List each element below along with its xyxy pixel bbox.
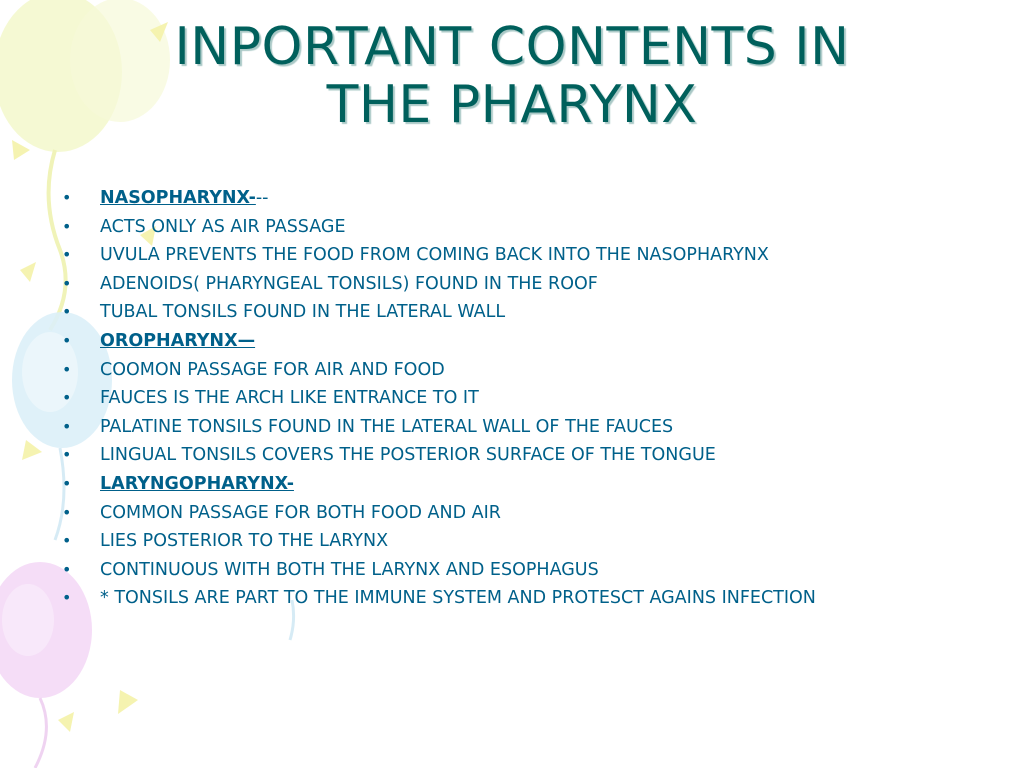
bullet-item xyxy=(58,327,998,356)
bullet-dot-icon: • xyxy=(62,416,72,436)
bullet-dot-icon: • xyxy=(62,502,72,522)
bullet-item xyxy=(58,356,998,385)
bullet-item xyxy=(58,556,998,585)
bullet-text: LINGUAL TONSILS COVERS THE POSTERIOR SURFACE OF THE TONGUE xyxy=(100,445,716,466)
bullet-text: COMMON PASSAGE FOR BOTH FOOD AND AIR xyxy=(100,502,501,523)
bullet-text: ACTS ONLY AS AIR PASSAGE xyxy=(100,216,346,237)
bullet-dot-icon: • xyxy=(62,588,72,608)
bullet-item xyxy=(58,213,998,242)
slide-title-line-1: INPORTANT CONTENTS IN xyxy=(174,17,850,77)
bullet-text: PALATINE TONSILS FOUND IN THE LATERAL WALL OF THE FAUCES xyxy=(100,416,674,437)
bullet-dot-icon: • xyxy=(62,188,72,207)
bullet-item xyxy=(58,413,998,442)
bullet-dot-icon: • xyxy=(62,531,72,551)
bullet-dot-icon: • xyxy=(62,445,72,465)
slide-title-line-2: THE PHARYNX xyxy=(326,75,698,135)
bullet-text: CONTINUOUS WITH BOTH THE LARYNX AND ESOPHAGUS xyxy=(100,559,599,580)
bullet-text: TUBAL TONSILS FOUND IN THE LATERAL WALL xyxy=(100,302,506,323)
bullet-text: ADENOIDS( PHARYNGEAL TONSILS) FOUND IN THE ROOF xyxy=(100,273,598,294)
bullet-text: * TONSILS ARE PART TO THE IMMUNE SYSTEM AND PROTESCT AGAINS INFECTION xyxy=(100,588,816,609)
bullet-dot-icon: • xyxy=(62,245,72,265)
bullet-text: UVULA PREVENTS THE FOOD FROM COMING BACK INTO THE NASOPHARYNX xyxy=(100,245,769,266)
bullet-item xyxy=(58,499,998,528)
bullet-dot-icon: • xyxy=(62,559,72,579)
bullet-item xyxy=(58,184,998,213)
bullet-item xyxy=(58,441,998,470)
bullet-dot-icon: • xyxy=(62,273,72,293)
bullet-text: -- xyxy=(255,188,269,208)
bullet-dot-icon: • xyxy=(62,359,72,379)
bullet-dot-icon: • xyxy=(62,330,72,350)
slide-title xyxy=(60,18,964,134)
bullet-item xyxy=(58,270,998,299)
bullet-item xyxy=(58,298,998,327)
bullet-item xyxy=(58,584,998,613)
bullet-text: LIES POSTERIOR TO THE LARYNX xyxy=(100,531,389,552)
bullet-text: FAUCES IS THE ARCH LIKE ENTRANCE TO IT xyxy=(100,388,479,409)
bullet-list xyxy=(58,184,998,613)
bullet-dot-icon: • xyxy=(62,388,72,408)
bullet-text: COOMON PASSAGE FOR AIR AND FOOD xyxy=(100,359,445,380)
bullet-dot-icon: • xyxy=(62,302,72,322)
bullet-item xyxy=(58,241,998,270)
section-heading: NASOPHARYNX- xyxy=(100,188,256,208)
section-heading: LARYNGOPHARYNX- xyxy=(100,473,294,494)
bullet-item xyxy=(58,384,998,413)
bullet-item xyxy=(58,470,998,499)
bullet-dot-icon: • xyxy=(62,473,72,493)
bullet-dot-icon: • xyxy=(62,216,72,236)
bullet-item xyxy=(58,527,998,556)
section-heading: OROPHARYNX— xyxy=(100,330,256,351)
